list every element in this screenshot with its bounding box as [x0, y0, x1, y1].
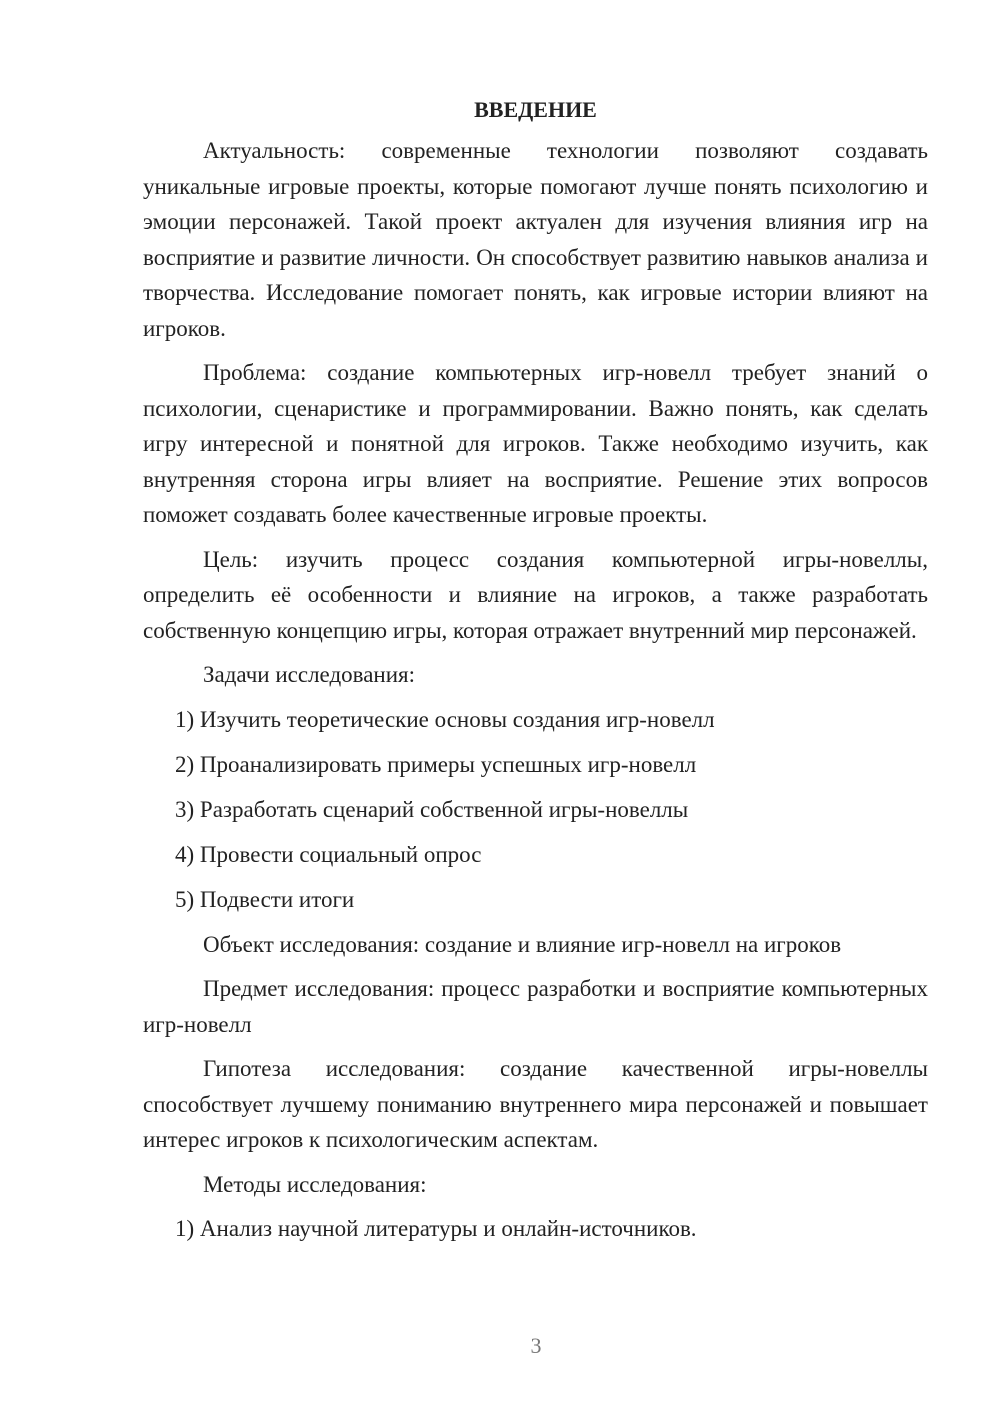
list-item: 4) Провести социальный опрос: [175, 841, 482, 867]
problem-paragraph: Проблема: создание компьютерных игр-новелл требует знаний о психологии, сценаристике и программировании. Важно понять, как сделать игру интересной и понятной для игроков. Также необходимо изучить, как внутренняя сторона игры влияет на восприятие. Решение этих вопросов поможет создавать более качественные игровые проекты.: [143, 360, 928, 527]
list-item: 3) Разработать сценарий собственной игры-новеллы: [175, 796, 689, 822]
subject-paragraph: Предмет исследования: процесс разработки и восприятие компьютерных игр-новелл: [143, 976, 928, 1037]
page-heading: ВВЕДЕНИЕ: [474, 97, 597, 122]
tasks-list: [143, 702, 928, 918]
goal-paragraph: Цель: изучить процесс создания компьютерной игры-новеллы, определить её особенности и влияние на игроков, а также разработать собственную концепцию игры, которая отражает внутренний мир персонажей.: [143, 546, 928, 643]
list-item: 5) Подвести итоги: [175, 886, 355, 912]
methods-list: [143, 1211, 928, 1247]
methods-title: Методы исследования:: [203, 1171, 427, 1197]
relevance-paragraph: Актуальность: современные технологии позволяют создавать уникальные игровые проекты, которые помогают лучше понять психологию и эмоции персонажей. Такой проект актуален для изучения влияния игр на восприятие и развитие личности. Он способствует развитию навыков анализа и творчества. Исследование помогает понять, как игровые истории влияют на игроков.: [143, 138, 928, 341]
list-item: 1) Изучить теоретические основы создания игр-новелл: [175, 706, 715, 732]
list-item: 2) Проанализировать примеры успешных игр-новелл: [175, 751, 697, 777]
tasks-title: Задачи исследования:: [203, 662, 416, 687]
list-item: 1) Анализ научной литературы и онлайн-источников.: [175, 1216, 697, 1241]
object-paragraph: Объект исследования: создание и влияние игр-новелл на игроков: [203, 931, 842, 957]
page-content: [143, 92, 928, 1256]
page-number: 3: [530, 1333, 542, 1358]
hypothesis-paragraph: Гипотеза исследования: создание качественной игры-новеллы способствует лучшему пониманию внутреннего мира персонажей и повышает интерес игроков к психологическим аспектам.: [143, 1056, 928, 1152]
